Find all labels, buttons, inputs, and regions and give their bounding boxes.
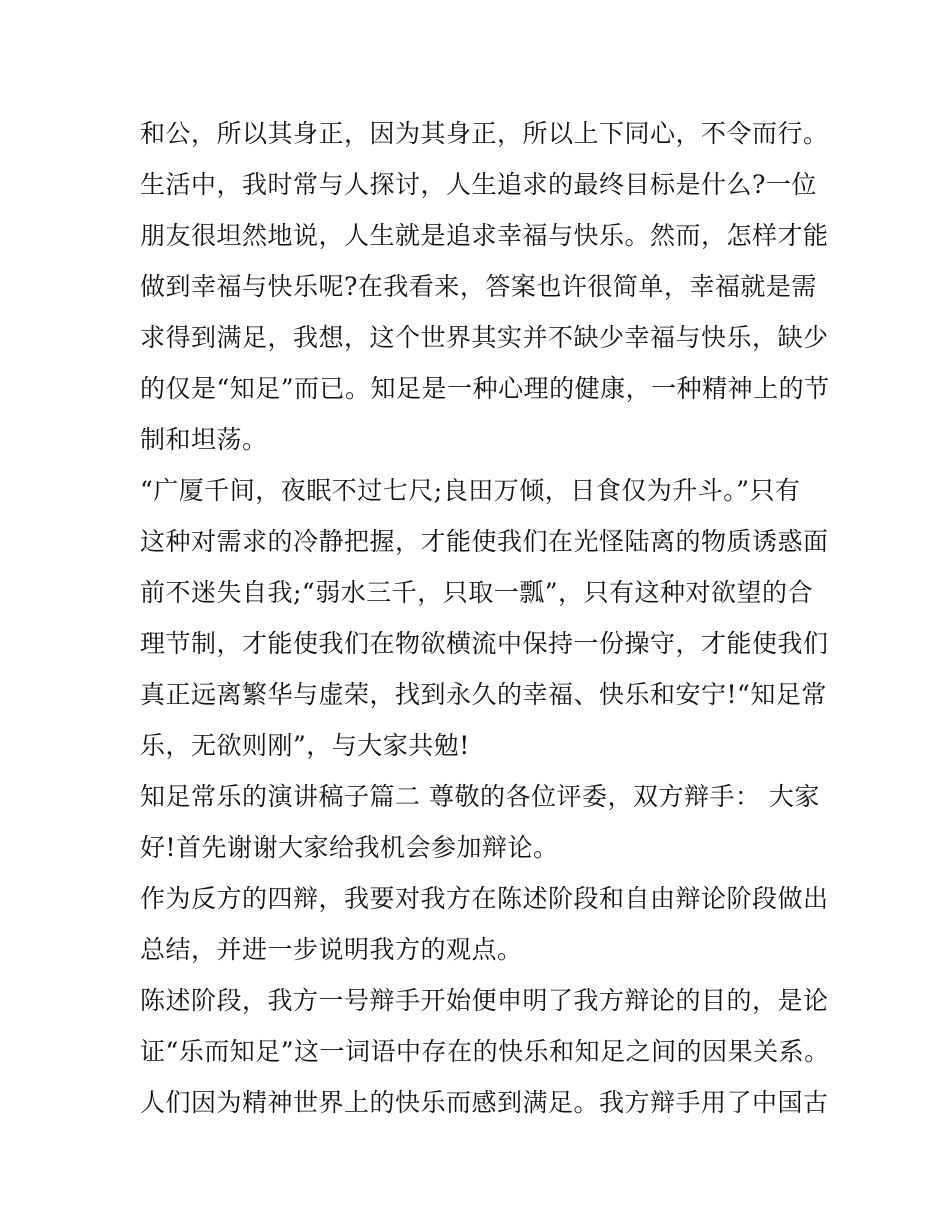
- text-line: 的仅是“知足”而已。知足是一种心理的健康，一种精神上的节: [140, 374, 830, 403]
- text-line: 知足常乐的演讲稿子篇二 尊敬的各位评委，双方辩手： 大家: [140, 782, 820, 811]
- text-line: 制和坦荡。: [140, 425, 268, 454]
- text-line: 真正远离繁华与虚荣，找到永久的幸福、快乐和安宁!“知足常: [140, 680, 827, 709]
- body-text: [140, 108, 830, 1128]
- text-line: 陈述阶段，我方一号辩手开始便申明了我方辩论的目的，是论: [140, 986, 829, 1015]
- text-line: 和公，所以其身正，因为其身正，所以上下同心，不令而行。: [140, 119, 829, 148]
- text-line: 生活中，我时常与人探讨，人生追求的最终目标是什么?一位: [140, 170, 817, 199]
- text-line: 前不迷失自我;“弱水三千，只取一瓢”，只有这种对欲望的合: [140, 578, 813, 607]
- text-line: 这种对需求的冷静把握，才能使我们在光怪陆离的物质诱惑面: [140, 527, 829, 556]
- text-line: 理节制，才能使我们在物欲横流中保持一份操守，才能使我们: [140, 629, 829, 658]
- text-line: 朋友很坦然地说，人生就是追求幸福与快乐。然而，怎样才能: [140, 221, 829, 250]
- text-line: 作为反方的四辩，我要对我方在陈述阶段和自由辩论阶段做出: [140, 884, 829, 913]
- text-line: 总结，并进一步说明我方的观点。: [140, 935, 523, 964]
- text-line: 证“乐而知足”这一词语中存在的快乐和知足之间的因果关系。: [140, 1037, 830, 1066]
- text-line: 乐，无欲则刚”，与大家共勉!: [140, 731, 470, 760]
- text-line: “广厦千间，夜眠不过七尺;良田万倾，日食仅为升斗。”只有: [140, 476, 801, 505]
- text-line: 求得到满足，我想，这个世界其实并不缺少幸福与快乐，缺少: [140, 323, 829, 352]
- text-line: 好!首先谢谢大家给我机会参加辩论。: [140, 833, 559, 862]
- text-line: 做到幸福与快乐呢?在我看来，答案也许很简单，幸福就是需: [140, 272, 817, 301]
- text-line: 人们因为精神世界上的快乐而感到满足。我方辩手用了中国古: [140, 1088, 829, 1117]
